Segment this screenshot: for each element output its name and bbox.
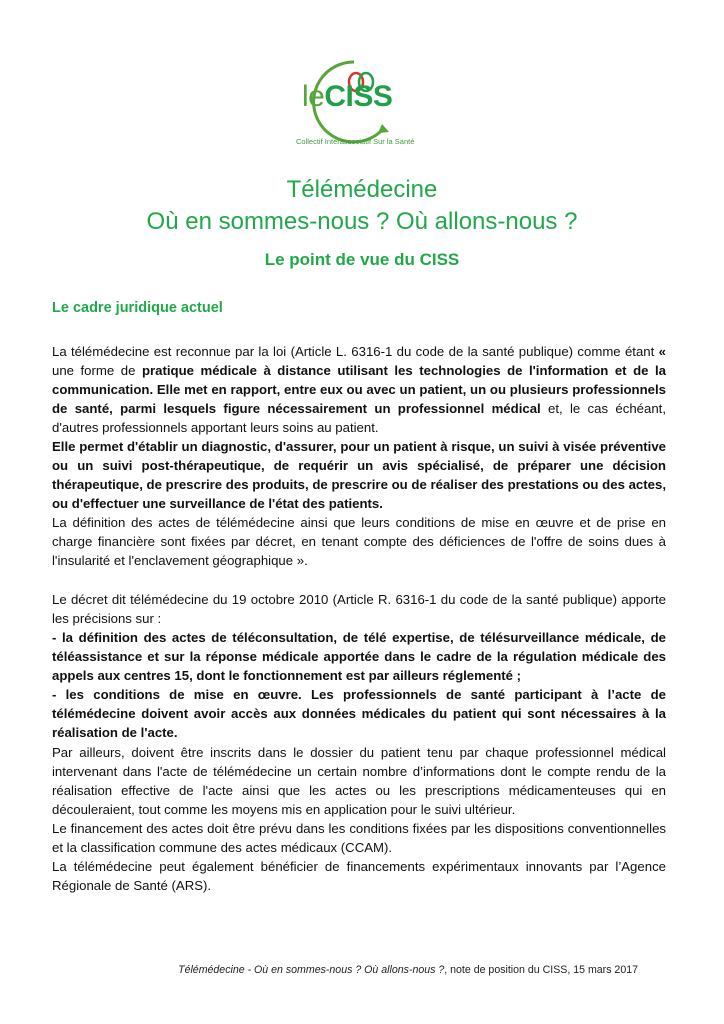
document-title-line2: Où en sommes-nous ? Où allons-nous ? (146, 208, 578, 235)
paragraph-decree (52, 590, 666, 742)
page-footer (178, 964, 638, 976)
document-title: Télémédecine (286, 176, 438, 203)
paragraph-ars: La télémédecine peut également bénéficier de financements expérimentaux innovants par l’Agence Régionale de Santé (ARS). (52, 859, 666, 893)
logo-tagline: Collectif Interassociatif Sur la Santé (296, 137, 415, 146)
paragraph-records: Par ailleurs, doivent être inscrits dans le dossier du patient tenu par chaque professionnel médical intervenant dans l'acte de télémédecine un certain nombre d’informations dont le compte rendu de la réalisation effective de l'acte ainsi que les actes ou les prescriptions médicamenteuses qui en découleraient, tout comme les moyens mis en application pour le suivi ultérieur. (52, 745, 666, 817)
text-run: La télémédecine est reconnue par la loi (Article L. 6316-1 du code de la santé publique) comme étant (52, 344, 659, 359)
paragraph-purpose: Elle permet d'établir un diagnostic, d'assurer, pour un patient à risque, un suivi à visée préventive ou un suivi post-thérapeutique, de requérir un avis spécialisé, de préparer une décision thérapeutique, de prescrire des produits, de prescrire ou de réaliser des prestations ou des actes, ou d'effectuer une surveillance de l'état des patients. (52, 439, 666, 511)
paragraph-decree-intro: Le décret dit télémédecine du 19 octobre 2010 (Article R. 6316-1 du code de la santé publique) apporte les précisions sur : (52, 592, 666, 626)
paragraph-legal-framework (52, 342, 666, 570)
paragraph-records-financing (52, 743, 666, 895)
footer-note: , note de position du CISS, 15 mars 2017 (444, 964, 638, 976)
document-subtitle: Le point de vue du CISS (264, 250, 460, 269)
footer-title: Télémédecine - Où en sommes-nous ? Où allons-nous ? (178, 964, 445, 976)
ciss-logo (296, 54, 426, 154)
text-run-bold: « (658, 344, 666, 359)
section-heading: Le cadre juridique actuel (52, 300, 223, 316)
logo-ciss: CISS (324, 80, 393, 113)
list-item: - les conditions de mise en œuvre. Les professionnels de santé participant à l’acte de télémédecine doivent avoir accès aux données médicales du patient qui sont nécessaires à la réalisation de l'acte. (52, 687, 666, 740)
text-run-bold: pratique médicale à distance utilisant les technologies de l'information et de la communication. Elle met en rapport, entre eux ou avec un patient, un ou plusieurs professionnels de santé, parmi lesquels figure nécessairement un professionnel médical (52, 363, 666, 416)
text-run: une forme de (52, 363, 142, 378)
logo-le: le (302, 80, 325, 113)
list-item: - la définition des actes de téléconsultation, de télé expertise, de télésurveillance médicale, de téléassistance et sur la réponse médicale apportée dans le cadre de la régulation médicale des appels aux centres 15, dont le fonctionnement est par ailleurs réglementé ; (52, 630, 666, 683)
paragraph-decree-note: La définition des actes de télémédecine ainsi que leurs conditions de mise en œuvre et de prise en charge financière sont fixées par décret, en tenant compte des déficiences de l'offre de soins dues à l'insularité et l'enclavement géographique ». (52, 515, 666, 568)
paragraph-financing: Le financement des actes doit être prévu dans les conditions fixées par les dispositions conventionnelles et la classification commune des actes médicaux (CCAM). (52, 821, 666, 855)
paragraph-definition (52, 342, 666, 437)
logo-wordmark (302, 80, 392, 114)
text-run: et, le cas échéant, d'autres professionnels apportant leurs soins au patient. (52, 401, 666, 435)
